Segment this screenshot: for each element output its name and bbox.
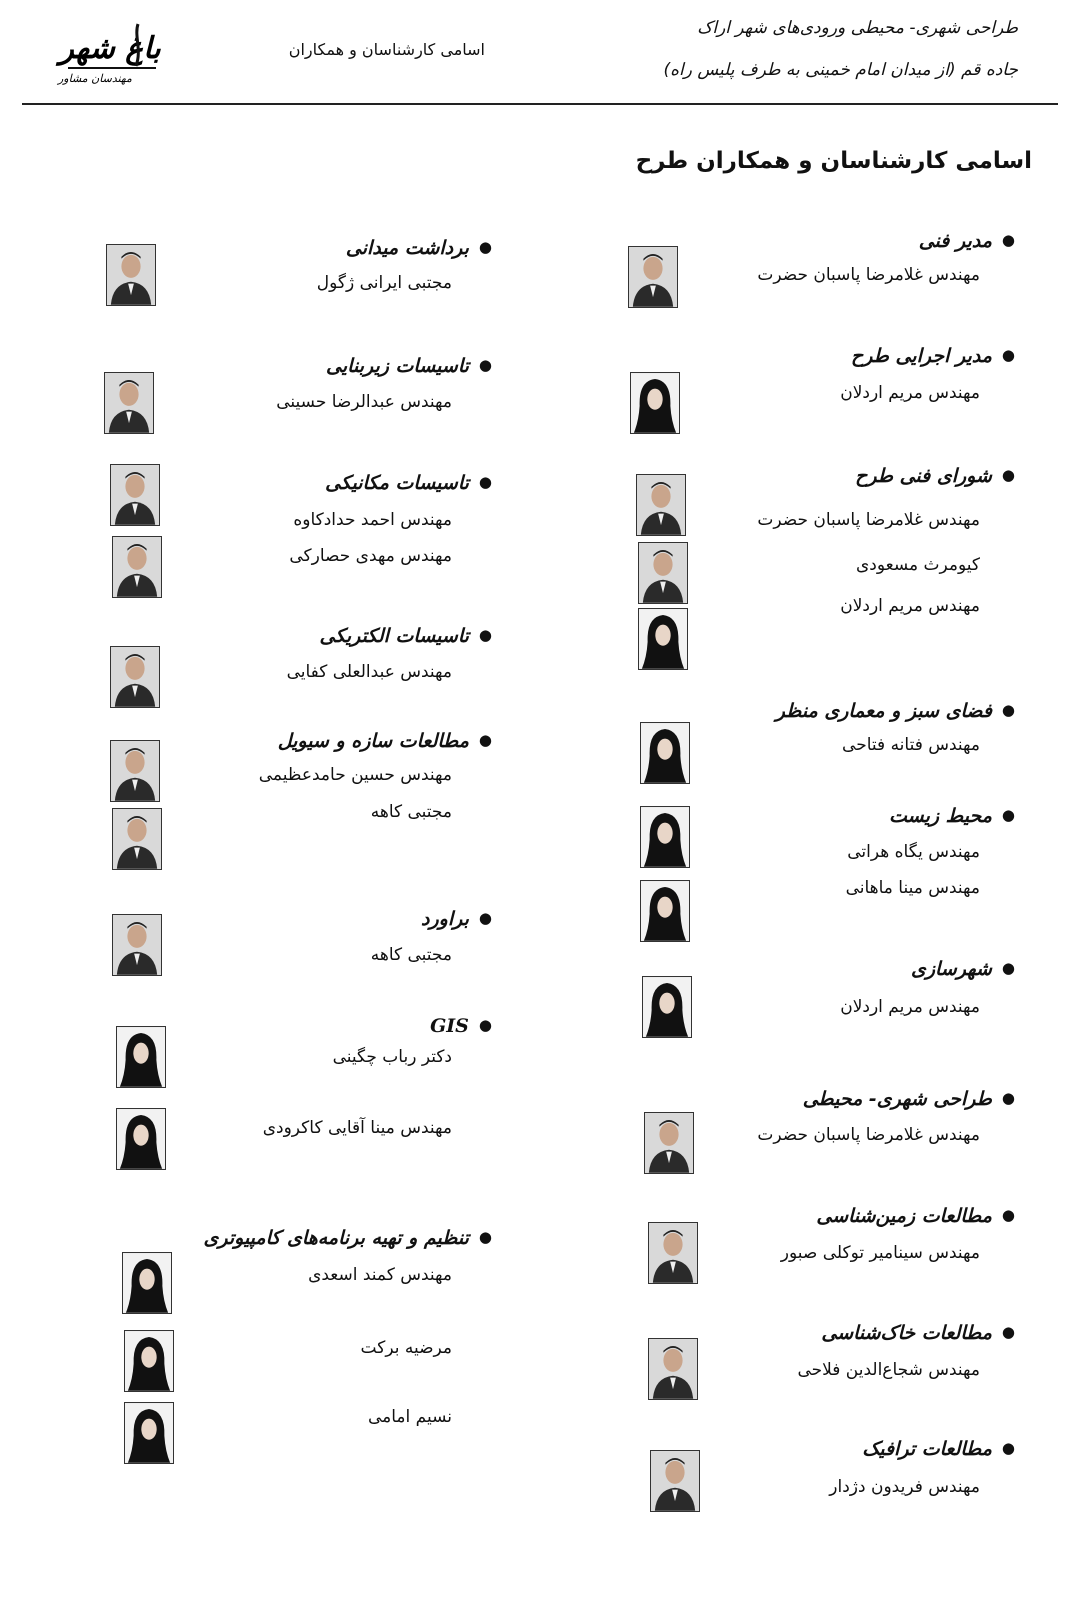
portrait-photo <box>628 246 678 308</box>
person-name: مهندس مریم اردلان <box>840 596 980 616</box>
portrait-photo <box>648 1222 698 1284</box>
person-name: دکتر رباب چگینی <box>332 1047 452 1067</box>
section-heading: ●تاسیسات مکانیکی <box>325 472 492 494</box>
portrait-photo <box>650 1450 700 1512</box>
person-name: مهندس غلامرضا پاسبان حضرت <box>757 1125 980 1145</box>
person-name: مجتبی کاهه <box>370 802 452 822</box>
page-title: اسامی کارشناسان و همکاران طرح <box>635 148 1032 174</box>
person-name: مهندس غلامرضا پاسبان حضرت <box>757 265 980 285</box>
section-heading: ●فضای سبز و معماری منظر <box>775 700 1015 722</box>
person-name: نسیم امامی <box>367 1407 452 1427</box>
person-name: مجتبی ایرانی ژگول <box>316 273 452 293</box>
person-name: مهندس فریدون دژدار <box>829 1477 980 1497</box>
section-heading: ●مطالعات خاک‌شناسی <box>821 1322 1015 1344</box>
person-name: مهندس فتانه فتاحی <box>842 735 980 755</box>
person-name: مهندس مینا ماهانی <box>845 878 980 898</box>
person-name: کیومرث مسعودی <box>855 555 980 575</box>
section-heading: ●طراحی شهری- محیطی <box>802 1088 1015 1110</box>
portrait-photo <box>640 880 690 942</box>
person-name: مهندس مهدی حصارکی <box>289 546 452 566</box>
portrait-photo <box>638 542 688 604</box>
person-name: مهندس کمند اسعدی <box>308 1265 452 1285</box>
portrait-photo <box>112 914 162 976</box>
person-name: مهندس شجاع‌الدین فلاحی <box>797 1360 980 1380</box>
section-heading: ●مطالعات ترافیک <box>862 1438 1015 1460</box>
logo-wordmark: باغ شهر <box>59 31 161 66</box>
portrait-photo <box>110 646 160 708</box>
section-heading: ●تاسیسات الکتریکی <box>319 625 492 647</box>
person-name: مهندس مینا آقایی کاکرودی <box>262 1118 452 1138</box>
section-heading: ●مدیر فنی <box>918 230 1015 252</box>
portrait-photo <box>640 806 690 868</box>
person-name: مهندس یگاه هراتی <box>847 842 980 862</box>
section-heading: ●تاسیسات زیربنایی <box>326 355 492 377</box>
person-name: مهندس حسین حامدعظیمی <box>258 765 452 785</box>
portrait-photo <box>644 1112 694 1174</box>
person-name: مهندس عبدالرضا حسینی <box>276 392 452 412</box>
portrait-photo <box>640 722 690 784</box>
section-heading: ●مطالعات زمین‌شناسی <box>816 1205 1015 1227</box>
portrait-photo <box>636 474 686 536</box>
portrait-photo <box>116 1026 166 1088</box>
portrait-photo <box>630 372 680 434</box>
portrait-photo <box>124 1330 174 1392</box>
person-name: مهندس مریم اردلان <box>840 383 980 403</box>
section-name: اسامی کارشناسان و همکاران <box>288 40 485 59</box>
section-heading: ●براورد <box>421 908 492 930</box>
portrait-photo <box>122 1252 172 1314</box>
portrait-photo <box>106 244 156 306</box>
portrait-photo <box>642 976 692 1038</box>
person-name: مهندس احمد حدادکاوه <box>293 510 452 530</box>
portrait-photo <box>104 372 154 434</box>
portrait-photo <box>638 608 688 670</box>
portrait-photo <box>648 1338 698 1400</box>
section-heading: ●برداشت میدانی <box>345 237 492 259</box>
portrait-photo <box>116 1108 166 1170</box>
section-heading: ●GIS <box>430 1015 492 1037</box>
person-name: مهندس مریم اردلان <box>840 997 980 1017</box>
person-name: مجتبی کاهه <box>370 945 452 965</box>
project-subtitle: جاده قم (از میدان امام خمینی به طرف پلیس راه) <box>663 60 1018 80</box>
header-divider <box>22 103 1058 105</box>
section-heading: ●شهرسازی <box>910 958 1015 980</box>
portrait-photo <box>110 740 160 802</box>
section-heading: ●مدیر اجرایی طرح <box>850 345 1015 367</box>
section-heading: ●تنظیم و تهیه برنامه‌های کامپیوتری <box>203 1227 492 1249</box>
company-logo <box>38 6 180 88</box>
portrait-photo <box>110 464 160 526</box>
person-name: مرضیه برکت <box>360 1338 452 1358</box>
section-heading: ●مطالعات سازه و سیویل <box>277 730 492 752</box>
portrait-photo <box>112 808 162 870</box>
logo-subtext: مهندسان مشاور <box>58 72 132 85</box>
person-name: مهندس عبدالعلی کفایی <box>286 662 452 682</box>
section-heading: ●شورای فنی طرح <box>855 465 1015 487</box>
project-title: طراحی شهری- محیطی ورودی‌های شهر اراک <box>697 18 1018 38</box>
person-name: مهندس غلامرضا پاسبان حضرت <box>757 510 980 530</box>
person-name: مهندس سینامیر توکلی صبور <box>780 1243 980 1263</box>
section-heading: ●محیط زیست <box>889 805 1015 827</box>
portrait-photo <box>124 1402 174 1464</box>
portrait-photo <box>112 536 162 598</box>
